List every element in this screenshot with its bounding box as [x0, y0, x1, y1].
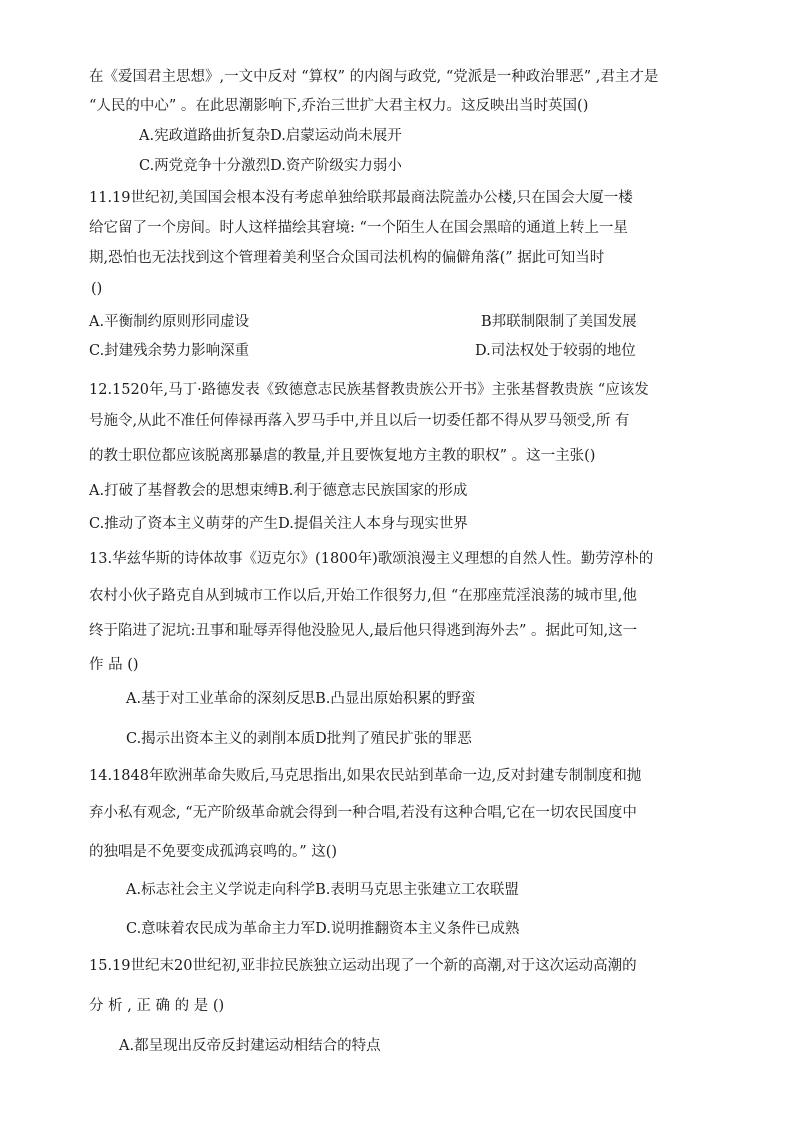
option-c: C.封建残余势力影响深重 — [89, 343, 250, 359]
option-line: A.宪政道路曲折复杂D.启蒙运动尚未展开 — [139, 128, 402, 144]
option-line: C.意味着农民成为革命主力军D.说明推翻资本主义条件已成熟 — [126, 921, 520, 937]
option-b: B邦联制限制了美国发展 — [481, 314, 637, 330]
question-text: 在《爱国君主思想》,一文中反对 “算权” 的内阁与政党, “党派是一种政治罪恶” ,君主才是 — [89, 69, 659, 85]
option-line: A.基于对工业革命的深刻反思B.凸显出原始积累的野蛮 — [126, 691, 476, 707]
question-12-text: 的教士职位都应该脱离那暴虐的教量,并且要恢复地方主教的职权” 。这一主张() — [89, 448, 596, 464]
question-12-text: 号施令,从此不准任何俸禄再落入罗马手中,并且以后一切委任都不得从罗马领受,所 有 — [89, 413, 630, 429]
option-d: D.司法权处于较弱的地位 — [475, 343, 636, 359]
option-a: A.都呈现出反帝反封建运动相结合的特点 — [119, 1038, 381, 1054]
question-11-text: 11.19世纪初,美国国会根本没有考虑单独给联邦最商法院盖办公楼,只在国会大厦一楼 — [89, 190, 633, 206]
question-11-text: 给它留了一个房间。时人这样描绘其窘境: “一个陌生人在国会黑暗的通道上转上一星 — [89, 220, 628, 236]
question-15-text: 分 析 , 正 确 的 是 () — [89, 998, 225, 1014]
question-13-text: 农村小伙子路克自从到城市工作以后,开始工作很努力,但 “在那座荒淫浪荡的城市里,他 — [89, 588, 637, 604]
question-11-text: 期,恐怕也无法找到这个管理着美利坚合众国司法机构的偏僻角落(” 据此可知当时 — [89, 250, 605, 266]
question-13-text: 13.华兹华斯的诗体故事《迈克尔》(1800年)歌颂浪漫主义理想的自然人性。勤劳淳朴的 — [89, 551, 654, 567]
question-14-text: 的独唱是不免要变成孤鸿哀鸣的。” 这() — [89, 844, 338, 860]
question-13-text: 终于陷进了泥坑:丑事和耻辱弄得他没脸见人,最后他只得逃到海外去” 。据此可知,这一 — [89, 623, 638, 639]
question-11-text: () — [91, 281, 103, 297]
question-15-text: 15.19世纪末20世纪初,亚非拉民族独立运动出现了一个新的高潮,对于这次运动高潮的 — [89, 958, 637, 974]
question-13-text: 作 品 () — [89, 657, 139, 673]
question-text: “人民的中心” 。在此思潮影响下,乔治三世扩大君主权力。这反映出当时英国() — [89, 98, 589, 114]
question-14-text: 弃小私有观念, “无产阶级革命就会得到一种合唱,若没有这种合唱,它在一切农民国度中 — [89, 805, 637, 821]
option-a: A.平衡制约原则形同虚设 — [89, 314, 250, 330]
option-line: A.打破了基督教会的思想束缚B.利于德意志民族国家的形成 — [89, 483, 468, 499]
question-14-text: 14.1848年欧洲革命失败后,马克思指出,如果农民站到革命一边,反对封建专制制度和抛 — [89, 768, 642, 784]
option-line: C.两党竞争十分激烈D.资产阶级实力弱小 — [139, 158, 402, 174]
option-line: C.推动了资本主义萌芽的产生D.提倡关注人本身与现实世界 — [89, 516, 468, 532]
question-12-text: 12.1520年,马丁·路德发表《致德意志民族基督教贵族公开书》主张基督教贵族 “应该发 — [89, 382, 649, 398]
option-line: A.标志社会主义学说走向科学B.表明马克思主张建立工农联盟 — [126, 882, 519, 898]
option-line: C.揭示出资本主义的剥削本质D批判了殖民扩张的罪恶 — [126, 731, 472, 747]
